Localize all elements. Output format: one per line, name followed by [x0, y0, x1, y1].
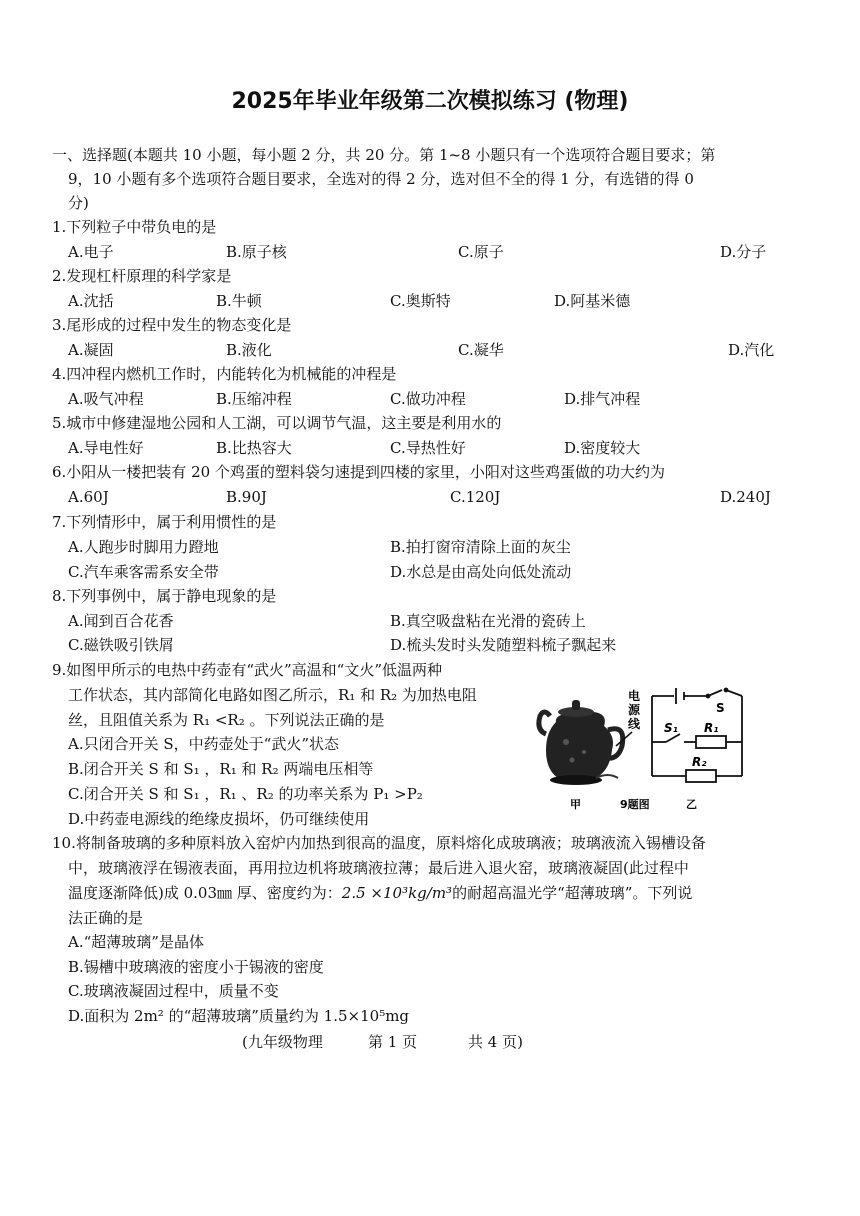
q6-option-a[interactable]: A.60J — [68, 488, 109, 506]
question-3-stem: 3.尾形成的过程中发生的物态变化是 — [52, 316, 292, 334]
footer-grade-subject: (九年级物理 — [242, 1033, 323, 1051]
question-9-stem-line1: 9.如图甲所示的电热中药壶有“武火”高温和“文火”低温两种 — [52, 661, 442, 679]
q3-option-b[interactable]: B.液化 — [226, 341, 272, 359]
power-cord-label-3: 线 — [628, 717, 641, 731]
q4-option-b[interactable]: B.压缩冲程 — [216, 390, 292, 408]
section-instructions-line2: 9，10 小题有多个选项符合题目要求，全选对的得 2 分，选对但不全的得 1 分，有选错的得 0 — [68, 170, 694, 188]
resistor-r2-label: R₂ — [692, 755, 707, 769]
question-1-stem: 1.下列粒子中带负电的是 — [52, 218, 217, 236]
q4-option-c[interactable]: C.做功冲程 — [390, 390, 466, 408]
q2-option-b[interactable]: B.牛顿 — [216, 292, 262, 310]
q10-option-d[interactable]: D.面积为 2m² 的“超薄玻璃”质量约为 1.5×10⁵mg — [68, 1007, 410, 1025]
question-2-stem: 2.发现杠杆原理的科学家是 — [52, 267, 232, 285]
figure-caption: 9题图 — [620, 798, 650, 811]
switch-s1-label: S₁ — [664, 721, 678, 735]
q10-option-a[interactable]: A.“超薄玻璃”是晶体 — [68, 933, 204, 951]
question-9-figure — [536, 686, 748, 814]
q1-option-b[interactable]: B.原子核 — [226, 243, 287, 261]
q5-option-b[interactable]: B.比热容大 — [216, 439, 292, 457]
q5-option-a[interactable]: A.导电性好 — [68, 439, 144, 457]
q7-option-a[interactable]: A.人跑步时脚用力蹬地 — [68, 538, 219, 556]
question-10-stem-line3-end: 的耐超高温光学“超薄玻璃”。下列说 — [452, 884, 693, 902]
resistor-r1-label: R₁ — [704, 721, 719, 735]
footer-page-number: 第 1 页 — [368, 1033, 418, 1051]
q8-option-b[interactable]: B.真空吸盘粘在光滑的瓷砖上 — [390, 612, 586, 630]
q8-option-d[interactable]: D.梳头发时头发随塑料梳子飘起来 — [390, 636, 617, 654]
q6-option-b[interactable]: B.90J — [226, 488, 267, 506]
question-10-stem-line3 — [68, 882, 692, 904]
question-10-stem-line4: 法正确的是 — [68, 909, 144, 927]
figure-yi-label: 乙 — [686, 798, 697, 811]
q3-option-c[interactable]: C.凝华 — [458, 341, 504, 359]
power-cord-label-2: 源 — [628, 703, 641, 717]
switch-s-label: S — [716, 701, 725, 715]
q2-option-c[interactable]: C.奥斯特 — [390, 292, 451, 310]
q1-option-d[interactable]: D.分子 — [720, 243, 767, 261]
question-9-stem-line2: 工作状态，其内部简化电路如图乙所示，R₁ 和 R₂ 为加热电阻 — [68, 686, 477, 704]
q7-option-c[interactable]: C.汽车乘客需系安全带 — [68, 563, 219, 581]
q3-option-a[interactable]: A.凝固 — [68, 341, 114, 359]
question-10-stem-line1: 10.将制备玻璃的多种原料放入窑炉内加热到很高的温度，原料熔化成玻璃液；玻璃液流入锡槽设备 — [52, 834, 706, 852]
q6-option-d[interactable]: D.240J — [720, 488, 771, 506]
question-7-stem: 7.下列情形中，属于利用惯性的是 — [52, 513, 277, 531]
section-instructions-line3: 分) — [68, 194, 89, 212]
q1-option-c[interactable]: C.原子 — [458, 243, 504, 261]
question-10-stem-line3-start: 温度逐渐降低)成 0.03㎜ 厚、密度约为： — [68, 884, 342, 902]
q10-option-b[interactable]: B.锡槽中玻璃液的密度小于锡液的密度 — [68, 958, 324, 976]
question-10-stem-line2: 中，玻璃液浮在锡液表面，再用拉边机将玻璃液拉薄；最后进入退火窑，玻璃液凝固(此过程中 — [68, 859, 689, 877]
question-4-stem: 4.四冲程内燃机工作时，内能转化为机械能的冲程是 — [52, 365, 397, 383]
q6-option-c[interactable]: C.120J — [450, 488, 501, 506]
q7-option-b[interactable]: B.拍打窗帘清除上面的灰尘 — [390, 538, 571, 556]
q5-option-c[interactable]: C.导热性好 — [390, 439, 466, 457]
page-title: 2025年毕业年级第二次模拟练习 (物理) — [231, 89, 629, 114]
glass-density-value: 2.5 ×10³kg/m³ — [341, 884, 453, 902]
question-6-stem: 6.小阳从一楼把装有 20 个鸡蛋的塑料袋匀速提到四楼的家里，小阳对这些鸡蛋做的功大约为 — [52, 463, 665, 481]
q4-option-a[interactable]: A.吸气冲程 — [68, 390, 144, 408]
power-cord-label-1: 电 — [628, 689, 641, 703]
q8-option-a[interactable]: A.闻到百合花香 — [68, 612, 174, 630]
q8-option-c[interactable]: C.磁铁吸引铁屑 — [68, 636, 174, 654]
q3-option-d[interactable]: D.汽化 — [728, 341, 775, 359]
q7-option-d[interactable]: D.水总是由高处向低处流动 — [390, 563, 572, 581]
q9-option-b[interactable]: B.闭合开关 S 和 S₁ ，R₁ 和 R₂ 两端电压相等 — [68, 760, 374, 778]
footer-total-pages: 共 4 页) — [468, 1033, 523, 1051]
herbal-kettle-image — [539, 700, 623, 785]
question-9-stem-line3: 丝，且阻值关系为 R₁ <R₂ 。下列说法正确的是 — [68, 711, 385, 729]
q1-option-a[interactable]: A.电子 — [68, 243, 114, 261]
q9-option-d[interactable]: D.中药壶电源线的绝缘皮损坏，仍可继续使用 — [68, 810, 370, 828]
q10-option-c[interactable]: C.玻璃液凝固过程中，质量不变 — [68, 982, 279, 1000]
q9-option-a[interactable]: A.只闭合开关 S，中药壶处于“武火”状态 — [68, 735, 339, 753]
q4-option-d[interactable]: D.排气冲程 — [564, 390, 641, 408]
q2-option-d[interactable]: D.阿基米德 — [554, 292, 631, 310]
q9-option-c[interactable]: C.闭合开关 S 和 S₁ ，R₁ 、R₂ 的功率关系为 P₁ >P₂ — [68, 785, 423, 803]
q2-option-a[interactable]: A.沈括 — [68, 292, 114, 310]
question-5-stem: 5.城市中修建湿地公园和人工湖，可以调节气温，这主要是利用水的 — [52, 414, 502, 432]
figure-jia-label: 甲 — [570, 798, 581, 811]
question-8-stem: 8.下列事例中，属于静电现象的是 — [52, 587, 277, 605]
section-instructions-line1: 一、选择题(本题共 10 小题，每小题 2 分，共 20 分。第 1~8 小题只有一个选项符合题目要求；第 — [52, 146, 716, 164]
q5-option-d[interactable]: D.密度较大 — [564, 439, 641, 457]
